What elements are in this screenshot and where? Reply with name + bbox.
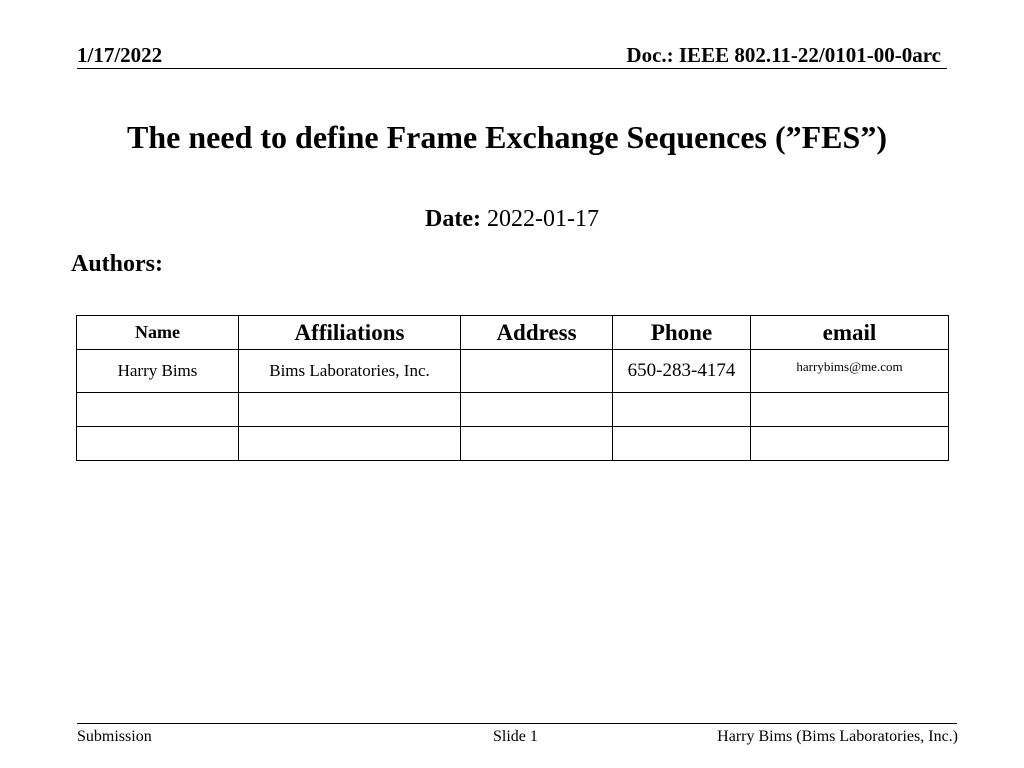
cell-affiliation — [239, 393, 461, 427]
cell-phone: 650-283-4174 — [613, 350, 751, 393]
header-cell-address: Address — [461, 316, 613, 350]
cell-address — [461, 350, 613, 393]
table-row — [77, 350, 949, 393]
header-cell-name: Name — [77, 316, 239, 350]
cell-email: harrybims@me.com — [751, 350, 949, 393]
header-cell-affiliations: Affiliations — [239, 316, 461, 350]
cell-name: Harry Bims — [77, 350, 239, 393]
cell-affiliation: Bims Laboratories, Inc. — [239, 350, 461, 393]
header-document-id: Doc.: IEEE 802.11-22/0101-00-0arc — [626, 43, 941, 67]
slide-title: The need to define Frame Exchange Sequences (”FES”) — [127, 119, 887, 155]
cell-address — [461, 393, 613, 427]
cell-address — [461, 427, 613, 461]
cell-name — [77, 393, 239, 427]
date-label: Date: — [425, 206, 481, 232]
cell-email — [751, 427, 949, 461]
header-cell-phone: Phone — [613, 316, 751, 350]
authors-table — [76, 315, 949, 461]
cell-phone — [613, 393, 751, 427]
header-cell-email: email — [751, 316, 949, 350]
authors-heading: Authors: — [71, 251, 164, 277]
header-date: 1/17/2022 — [77, 43, 163, 67]
table-row — [77, 393, 949, 427]
table-header-row — [77, 316, 949, 350]
header-divider — [77, 68, 947, 69]
cell-phone — [613, 427, 751, 461]
date-value: 2022-01-17 — [486, 206, 599, 232]
footer-divider — [77, 723, 957, 724]
footer-submission: Submission — [77, 728, 152, 745]
cell-affiliation — [239, 427, 461, 461]
footer-slide-number: Slide 1 — [493, 728, 538, 745]
cell-name — [77, 427, 239, 461]
date-line — [0, 203, 1024, 235]
footer-author: Harry Bims (Bims Laboratories, Inc.) — [717, 728, 958, 745]
table-row — [77, 427, 949, 461]
cell-email — [751, 393, 949, 427]
